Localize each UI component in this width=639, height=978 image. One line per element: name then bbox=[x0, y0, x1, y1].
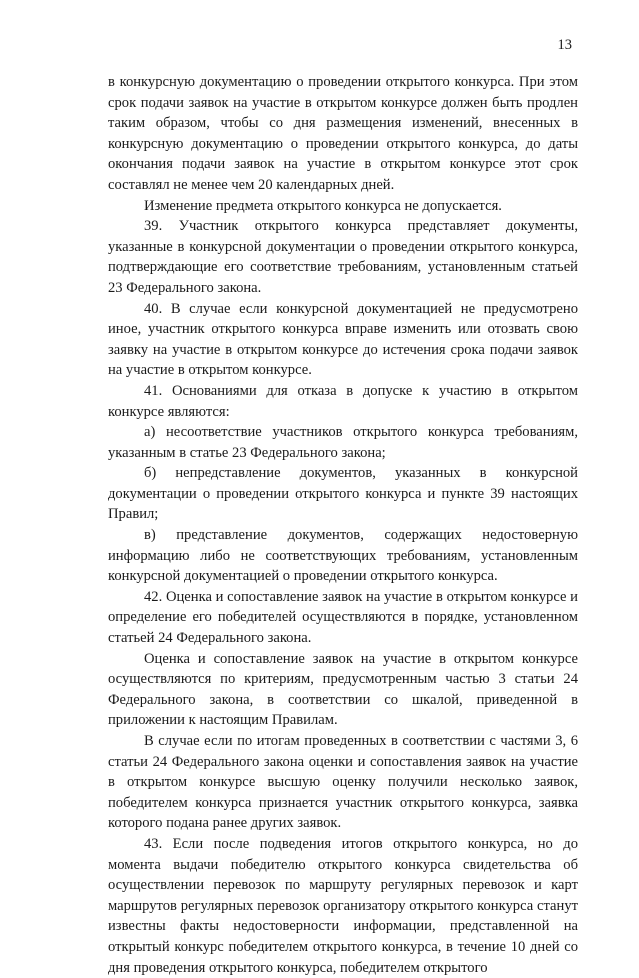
paragraph-continuation: в конкурсную документацию о проведении открытого конкурса. При этом срок подачи заявок на участие в открытом конкурсе должен быть продлен таким образом, чтобы со дня размещения изменений, внесенных в конкурсную документацию о проведении открытого конкурса, до даты окончания подачи заявок на участие в открытом конкурсе этот срок составлял не менее чем 20 календарных дней. bbox=[108, 74, 578, 193]
paragraph-41-a: а) несоответствие участников открытого конкурса требованиям, указанным в статье 23 Федерального закона; bbox=[108, 424, 578, 461]
paragraph-41-v: в) представление документов, содержащих недостоверную информацию либо не соответствующих требованиям, установленным конкурсной документацией о проведении открытого конкурса. bbox=[108, 527, 578, 585]
paragraph-subject-change: Изменение предмета открытого конкурса не допускается. bbox=[144, 197, 502, 214]
paragraph-43: 43. Если после подведения итогов открытого конкурса, но до момента выдачи победителю открытого конкурса свидетельства об осуществлении перевозок по маршруту регулярных перевозок и карт маршрутов регулярных перевозок организатору открытого конкурса станут известны факты недостоверности информации, представленной на открытый конкурс победителем открытого конкурса, в течение 10 дней со дня проведения открытого конкурса, победителем открытого bbox=[108, 835, 578, 976]
paragraph-41-b: б) непредставление документов, указанных в конкурсной документации о проведении открытого конкурса и пункте 39 настоящих Правил; bbox=[108, 465, 578, 523]
document-body bbox=[108, 72, 578, 978]
paragraph-41: 41. Основаниями для отказа в допуске к участию в открытом конкурсе являются: bbox=[108, 382, 578, 420]
paragraph-40: 40. В случае если конкурсной документацией не предусмотрено иное, участник открытого конкурса вправе изменить или отозвать свою заявку на участие в открытом конкурсе до истечения срока подачи заявок на участие в открытом конкурсе. bbox=[108, 300, 578, 379]
page-number: 13 bbox=[557, 37, 572, 53]
paragraph-42: 42. Оценка и сопоставление заявок на участие в открытом конкурсе и определение его победителей осуществляются в порядке, установленном статьей 24 Федерального закона. bbox=[108, 588, 578, 647]
paragraph-39: 39. Участник открытого конкурса представляет документы, указанные в конкурсной документации о проведении открытого конкурса, подтверждающие его соответствие требованиям, установленным статьей 23 Федерального закона. bbox=[108, 218, 578, 296]
paragraph-42-criteria: Оценка и сопоставление заявок на участие в открытом конкурсе осуществляются по критериям, предусмотренным частью 3 статьи 24 Федерального закона, в соответствии со шкалой, приведенной в приложении к настоящим Правилам. bbox=[108, 650, 578, 729]
paragraph-42-tie: В случае если по итогам проведенных в соответствии с частями 3, 6 статьи 24 Федерального закона оценки и сопоставления заявок на участие в открытом конкурсе высшую оценку получили несколько заявок, победителем конкурса признается участник открытого конкурса, заявка которого подана ранее других заявок. bbox=[108, 733, 578, 832]
